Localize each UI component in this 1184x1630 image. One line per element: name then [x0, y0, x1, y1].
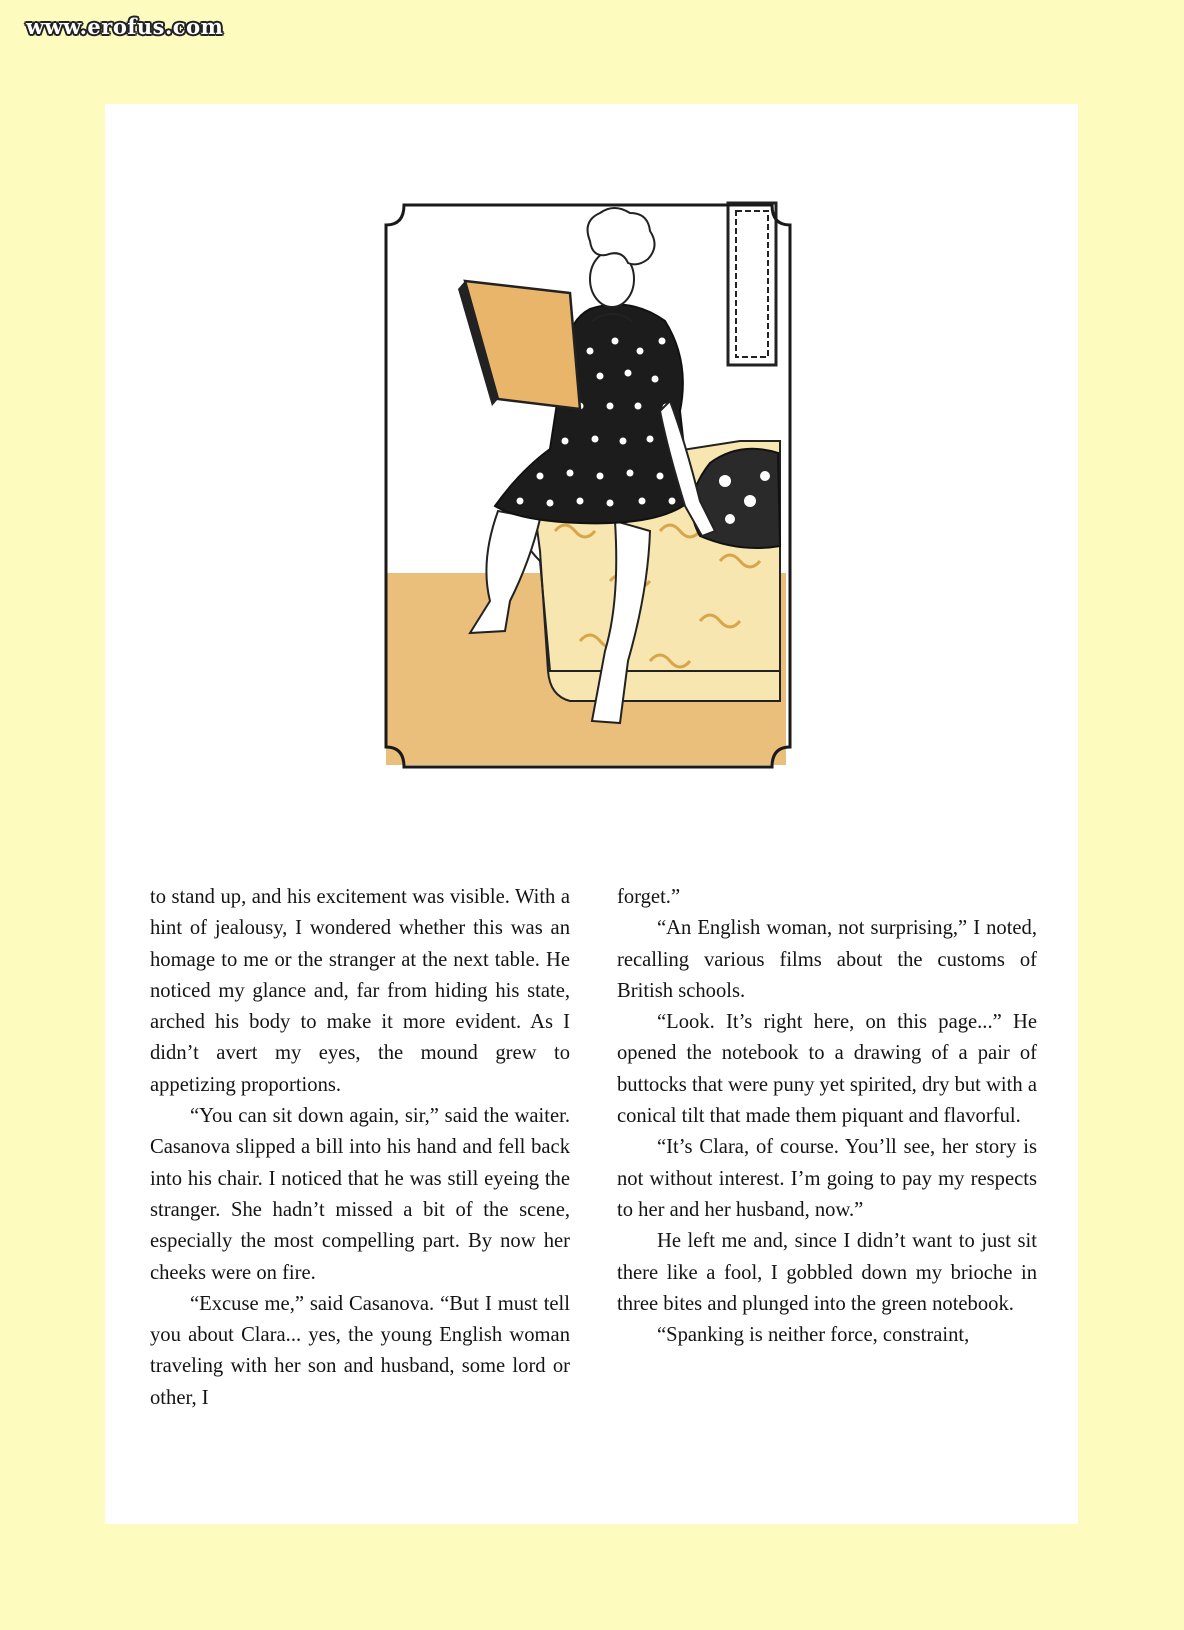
paragraph: “You can sit down again, sir,” said the waiter. Casanova slipped a bill into his hand and fell back into his chair. I noticed that he was still eyeing the stranger. She hadn’t missed a bit of the scene, especially the most compelling part. By now her cheeks were on fire.	[150, 1105, 570, 1284]
text-column-left	[150, 882, 570, 1414]
illustration-woman-reading	[380, 201, 794, 771]
paragraph: “It’s Clara, of course. You’ll see, her story is not without interest. I’m going to pay my respects to her and her husband, now.”	[617, 1136, 1037, 1221]
watermark: www.erofus.com	[26, 14, 224, 39]
book-page	[105, 104, 1078, 1524]
paragraph: forget.”	[617, 886, 681, 908]
paragraph: to stand up, and his excitement was visible. With a hint of jealousy, I wondered whether this was an homage to me or the stranger at the next table. He noticed my glance and, far from hiding his state, arched his body to make it more evident. As I didn’t avert my eyes, the mound grew to appetizing proportions.	[150, 886, 570, 1096]
paragraph: “Look. It’s right here, on this page...” He opened the notebook to a drawing of a pair of buttocks that were puny yet spirited, dry but with a conical tilt that made them piquant and flavorful.	[617, 1011, 1037, 1128]
paragraph: He left me and, since I didn’t want to just sit there like a fool, I gobbled down my brioche in three bites and plunged into the green notebook.	[617, 1230, 1037, 1315]
paragraph: “Spanking is neither force, constraint,	[657, 1324, 970, 1347]
paragraph: “An English woman, not surprising,” I noted, recalling various films about the customs of British schools.	[617, 917, 1037, 1002]
text-column-right	[617, 882, 1037, 1351]
paragraph: “Excuse me,” said Casanova. “But I must tell you about Clara... yes, the young English woman traveling with her son and husband, some lord or other, I	[150, 1292, 570, 1409]
